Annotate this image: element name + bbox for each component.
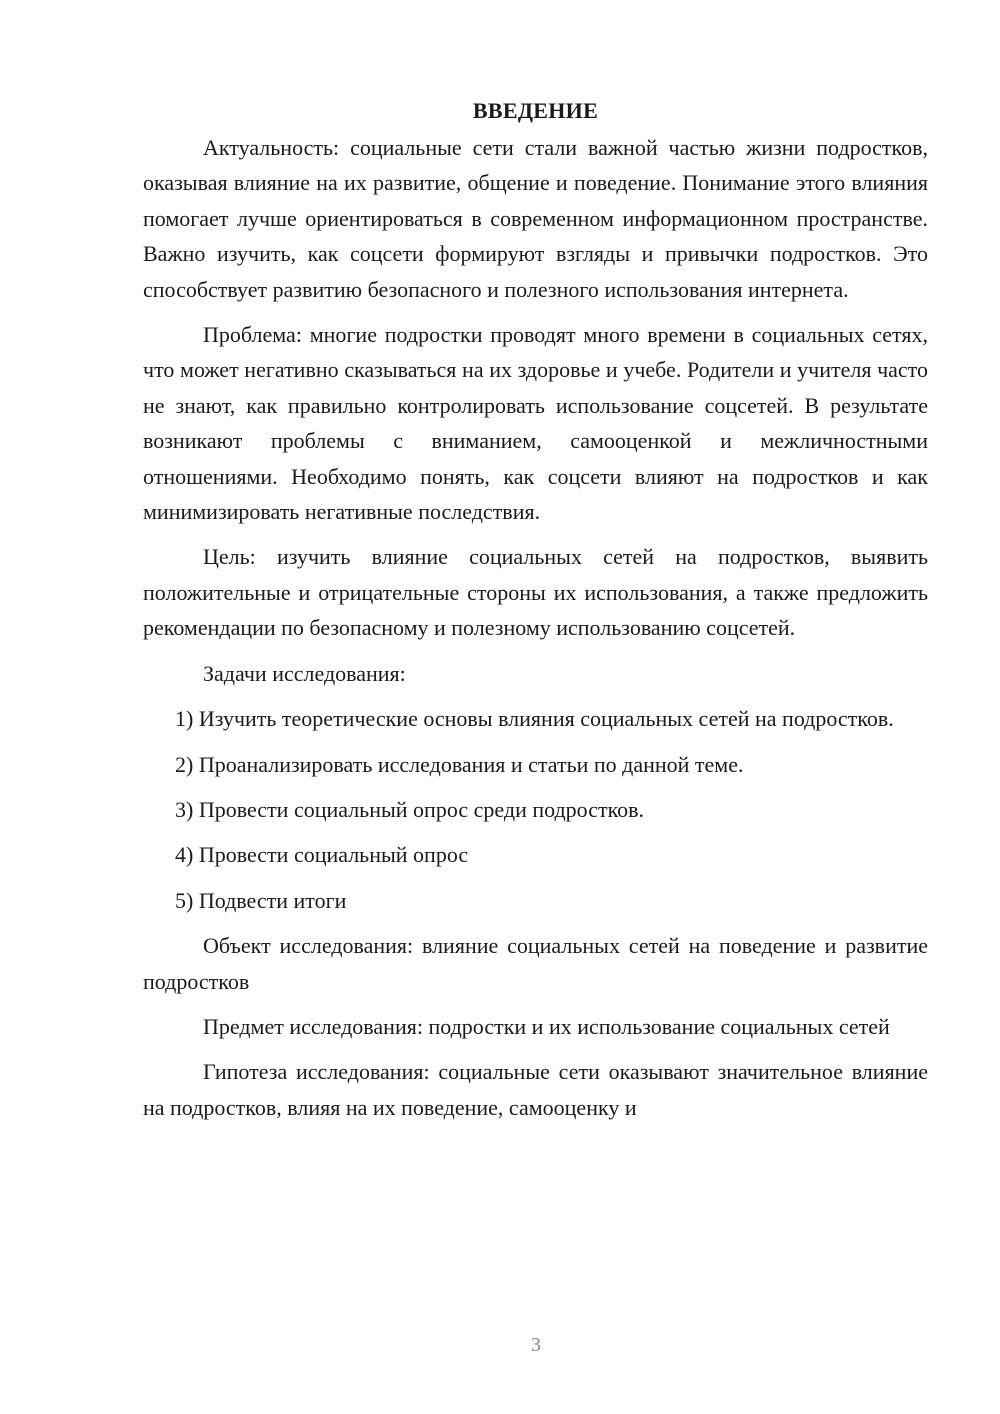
paragraph-subject: Предмет исследования: подростки и их использование социальных сетей xyxy=(203,1013,890,1039)
paragraph-hypothesis: Гипотеза исследования: социальные сети оказывают значительное влияние на подростков, влияя на их поведение, самооценку и xyxy=(143,1059,928,1120)
page-number: 3 xyxy=(531,1334,541,1356)
paragraph-tasks-heading: Задачи исследования: xyxy=(203,660,406,686)
task-item-1: 1) Изучить теоретические основы влияния социальных сетей на подростков. xyxy=(175,706,894,732)
paragraph-object: Объект исследования: влияние социальных сетей на поведение и развитие подростков xyxy=(143,933,928,994)
paragraph-problem: Проблема: многие подростки проводят много времени в социальных сетях, что может негативно сказываться на их здоровье и учебе. Родители и учителя часто не знают, как правильно контролировать использование соцсетей. В результате возникают проблемы с вниманием, самооценкой и межличностными отношениями. Необходимо понять, как соцсети влияют на подростков и как минимизировать негативные последствия. xyxy=(143,322,928,525)
paragraph-relevance: Актуальность: социальные сети стали важной частью жизни подростков, оказывая влияние на их развитие, общение и поведение. Понимание этого влияния помогает лучше ориентироваться в современном информационном пространстве. Важно изучить, как соцсети формируют взгляды и привычки подростков. Это способствует развитию безопасного и полезного использования интернета. xyxy=(143,135,928,302)
page-heading: ВВЕДЕНИЕ xyxy=(472,98,599,123)
paragraph-goal: Цель: изучить влияние социальных сетей на подростков, выявить положительные и отрицательные стороны их использования, а также предложить рекомендации по безопасному и полезному использованию соцсетей. xyxy=(143,544,928,641)
task-item-5: 5) Подвести итоги xyxy=(175,887,347,913)
task-item-4: 4) Провести социальный опрос xyxy=(175,842,469,868)
document-page xyxy=(143,96,928,1135)
task-item-2: 2) Проанализировать исследования и статьи по данной теме. xyxy=(175,751,744,777)
task-item-3: 3) Провести социальный опрос среди подростков. xyxy=(175,796,645,822)
